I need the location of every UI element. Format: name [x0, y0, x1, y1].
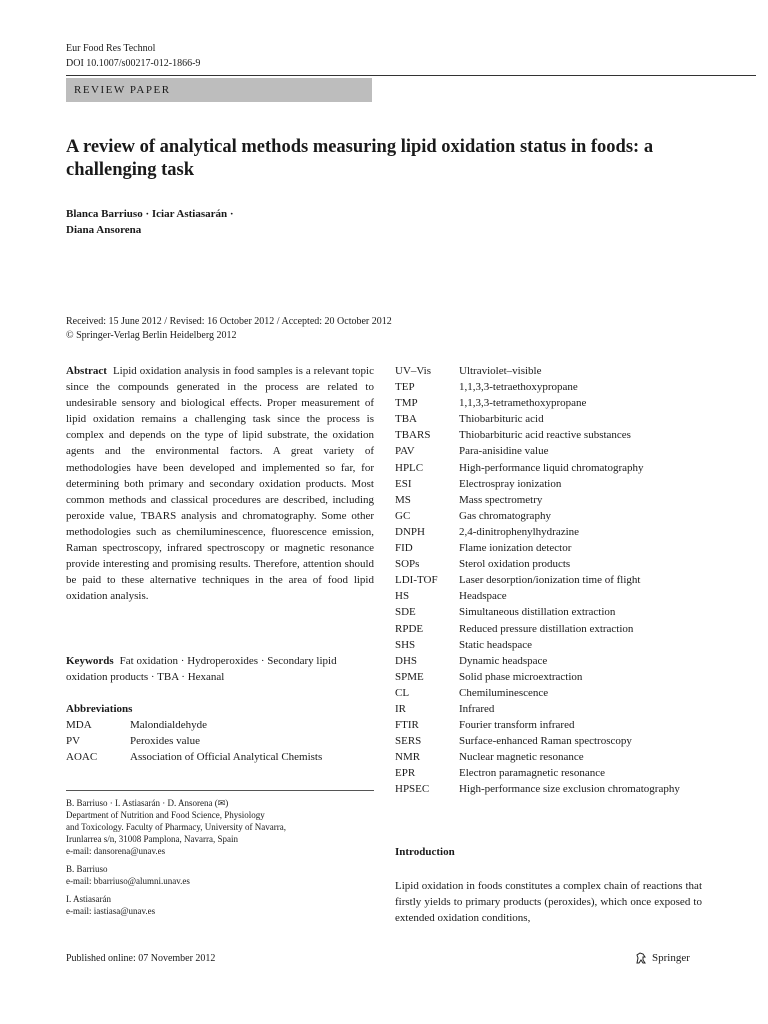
abbreviation-row	[395, 411, 680, 427]
abbreviation-definition: 1,1,3,3-tetraethoxypropane	[459, 381, 578, 394]
abbreviation-term: ESI	[395, 477, 412, 490]
dates-line-1: Received: 15 June 2012 / Revised: 16 October 2012 / Accepted: 20 October 2012	[66, 316, 392, 327]
abbreviation-row	[395, 427, 680, 443]
article-title: A review of analytical methods measuring lipid oxidation status in foods: a challenging task	[66, 137, 654, 180]
abbreviation-definition: Electron paramagnetic resonance	[459, 767, 605, 780]
abbreviation-term: HPSEC	[395, 783, 430, 796]
abbreviation-term: AOAC	[66, 751, 98, 764]
abbreviation-definition: Solid phase microextraction	[459, 670, 583, 683]
published-date: Published online: 07 November 2012	[66, 953, 216, 964]
abbreviation-term: TMP	[395, 397, 418, 410]
abbreviation-row	[66, 717, 322, 733]
abbreviation-row	[395, 621, 680, 637]
abstract	[66, 363, 374, 604]
abbreviation-definition: Reduced pressure distillation extraction	[459, 622, 634, 635]
abbreviation-term: TBARS	[395, 429, 431, 442]
abbreviation-term: CL	[395, 686, 410, 699]
abbreviation-row	[395, 395, 680, 411]
journal-name: Eur Food Res Technol	[66, 43, 156, 54]
abbreviation-row	[395, 588, 680, 604]
abbreviation-row	[395, 781, 680, 797]
abbreviation-definition: Thiobarbituric acid	[459, 413, 544, 426]
abbreviation-row	[395, 685, 680, 701]
abbreviation-term: PV	[66, 735, 81, 748]
abbreviation-term: SOPs	[395, 558, 420, 571]
abbreviation-term: LDI-TOF	[395, 574, 438, 587]
abbreviation-term: EPR	[395, 767, 416, 780]
abbreviation-definition: Fourier transform infrared	[459, 719, 575, 732]
abbreviation-term: UV–Vis	[395, 365, 432, 377]
abbreviation-row	[395, 460, 680, 476]
email-line[interactable]: e-mail: bbarriuso@alumni.unav.es	[66, 876, 190, 886]
abbreviation-term: MS	[395, 493, 411, 506]
journal-header	[66, 41, 200, 71]
email-line[interactable]: e-mail: dansorena@unav.es	[66, 846, 166, 856]
abbreviation-definition: High-performance size exclusion chromatography	[459, 783, 680, 796]
abbreviation-row	[395, 443, 680, 459]
abbreviation-definition: Infrared	[459, 702, 495, 715]
abbreviation-row	[395, 540, 680, 556]
abbreviation-term: HPLC	[395, 461, 424, 474]
abbreviation-definition: Nuclear magnetic resonance	[459, 751, 584, 764]
abbreviation-definition: Mass spectrometry	[459, 493, 543, 506]
abbreviation-row	[395, 765, 680, 781]
keywords-label: Keywords	[66, 655, 114, 667]
author-list	[66, 206, 234, 238]
abbreviation-row	[66, 733, 322, 749]
abbreviation-row	[395, 733, 680, 749]
abbreviation-term: PAV	[395, 445, 415, 458]
author-line-1: Blanca Barriuso · Iciar Astiasarán ·	[66, 208, 234, 220]
abbreviations-list-right	[395, 363, 680, 798]
copyright-line: © Springer-Verlag Berlin Heidelberg 2012	[66, 330, 237, 341]
abbreviation-term: MDA	[66, 719, 92, 731]
article-dates	[66, 315, 392, 343]
abbreviation-row	[395, 556, 680, 572]
abbreviation-definition: Malondialdehyde	[130, 719, 207, 731]
abbreviation-definition: Association of Official Analytical Chemists	[130, 751, 323, 764]
abbreviation-row	[395, 749, 680, 765]
abbreviation-row	[395, 379, 680, 395]
abbreviation-definition: Static headspace	[459, 638, 532, 651]
affiliations	[66, 797, 376, 923]
abbreviation-row	[395, 717, 680, 733]
affiliation-line: and Toxicology. Faculty of Pharmacy, University of Navarra,	[66, 822, 286, 832]
abbreviation-definition: Surface-enhanced Raman spectroscopy	[459, 735, 632, 748]
author-line-2: Diana Ansorena	[66, 224, 142, 236]
abbreviation-definition: Flame ionization detector	[459, 542, 572, 555]
abbreviation-definition: Sterol oxidation products	[459, 558, 571, 571]
publisher-name: Springer	[652, 952, 690, 964]
abbreviation-term: FID	[395, 542, 413, 555]
abbreviation-row	[395, 508, 680, 524]
abbreviation-row	[395, 669, 680, 685]
affiliation-line: I. Astiasarán	[66, 894, 111, 904]
abbreviation-row	[395, 604, 680, 620]
abbreviations-heading: Abbreviations	[66, 703, 133, 715]
abbreviation-term: SERS	[395, 735, 422, 748]
abbreviation-term: SPME	[395, 670, 424, 683]
keywords	[66, 653, 374, 685]
abbreviation-term: SDE	[395, 606, 416, 619]
abbreviation-term: GC	[395, 509, 411, 522]
affiliation-line: Department of Nutrition and Food Science, Physiology	[66, 810, 265, 820]
abbreviation-row	[395, 637, 680, 653]
abbreviations-list-left	[66, 717, 322, 765]
affiliation-block	[66, 863, 376, 887]
article-type-badge: REVIEW PAPER	[66, 78, 372, 102]
email-line[interactable]: e-mail: iastiasa@unav.es	[66, 906, 156, 916]
affiliation-line: B. Barriuso · I. Astiasarán · D. Ansorena (✉)	[66, 798, 229, 808]
abbreviation-definition: Electrospray ionization	[459, 477, 562, 490]
abbreviation-term: FTIR	[395, 719, 419, 732]
abbreviation-term: SHS	[395, 638, 416, 651]
abbreviation-term: IR	[395, 702, 406, 715]
springer-horse-icon	[634, 951, 648, 965]
abbreviation-term: TEP	[395, 381, 415, 394]
abbreviation-term: DHS	[395, 654, 418, 667]
abstract-text: Lipid oxidation analysis in food samples is a relevant topic since the compounds generated in the process are related to undesirable sensory and biological effects. Proper measurement of lipid oxidation remains a challenging task since the process is complex and depends on the type of lipid substrate, the oxidation agents and the environmental factors. A great variety of methodologies have been developed and implemented so far, for determining both primary and secondary oxidation products. Most common methods and classical procedures are described, including peroxide value, TBARS analysis and chromatography. Some other methodologies such as chemiluminescence, fluorescence emission, Raman spectroscopy, infrared spectroscopy or magnetic resonance provide interesting and promising results. Therefore, attention should be paid to these alternative techniques in the area of food lipid oxidation analysis.	[66, 365, 374, 603]
abbreviation-definition: Gas chromatography	[459, 509, 551, 522]
abbreviation-definition: Chemiluminescence	[459, 686, 549, 699]
abbreviation-row	[395, 653, 680, 669]
header-rule	[66, 75, 756, 76]
abbreviation-term: HS	[395, 590, 410, 603]
abbreviation-definition: Ultraviolet–visible	[459, 365, 542, 377]
abbreviation-row	[395, 701, 680, 717]
affiliation-line: B. Barriuso	[66, 864, 108, 874]
abbreviation-row	[395, 476, 680, 492]
affiliation-block	[66, 797, 376, 857]
abbreviation-definition: 1,1,3,3-tetramethoxypropane	[459, 397, 587, 410]
abbreviation-row	[395, 363, 680, 379]
abbreviation-definition: Simultaneous distillation extraction	[459, 606, 616, 619]
abbreviation-term: NMR	[395, 751, 421, 764]
abbreviation-term: DNPH	[395, 525, 425, 538]
introduction-text: Lipid oxidation in foods constitutes a complex chain of reactions that firstly yields to primary products (peroxides), which once exposed to extended oxidation conditions,	[395, 880, 702, 925]
abbreviation-definition: Peroxides value	[130, 735, 200, 748]
abbreviation-definition: Dynamic headspace	[459, 654, 548, 667]
journal-doi[interactable]: DOI 10.1007/s00217-012-1866-9	[66, 58, 201, 69]
abbreviation-definition: Headspace	[459, 590, 507, 603]
abbreviation-row	[395, 572, 680, 588]
abbreviation-term: TBA	[395, 413, 417, 426]
abbreviation-row	[66, 749, 322, 765]
abbreviation-definition: 2,4-dinitrophenylhydrazine	[459, 525, 580, 538]
keywords-text: Fat oxidation · Hydroperoxides · Secondary lipid oxidation products · TBA · Hexanal	[66, 655, 337, 683]
abbreviation-definition: Thiobarbituric acid reactive substances	[459, 429, 631, 442]
affiliation-block	[66, 893, 376, 917]
affiliation-line: Irunlarrea s/n, 31008 Pamplona, Navarra, Spain	[66, 834, 238, 844]
abbreviation-term: RPDE	[395, 622, 424, 635]
abbreviation-row	[395, 524, 680, 540]
affiliation-divider	[66, 790, 374, 791]
publisher-logo	[634, 951, 690, 965]
abbreviation-definition: High-performance liquid chromatography	[459, 461, 644, 474]
abbreviation-row	[395, 492, 680, 508]
abbreviation-definition: Para-anisidine value	[459, 445, 549, 458]
abbreviation-definition: Laser desorption/ionization time of flight	[459, 574, 641, 587]
introduction-heading: Introduction	[395, 846, 455, 858]
abstract-label: Abstract	[66, 365, 107, 377]
